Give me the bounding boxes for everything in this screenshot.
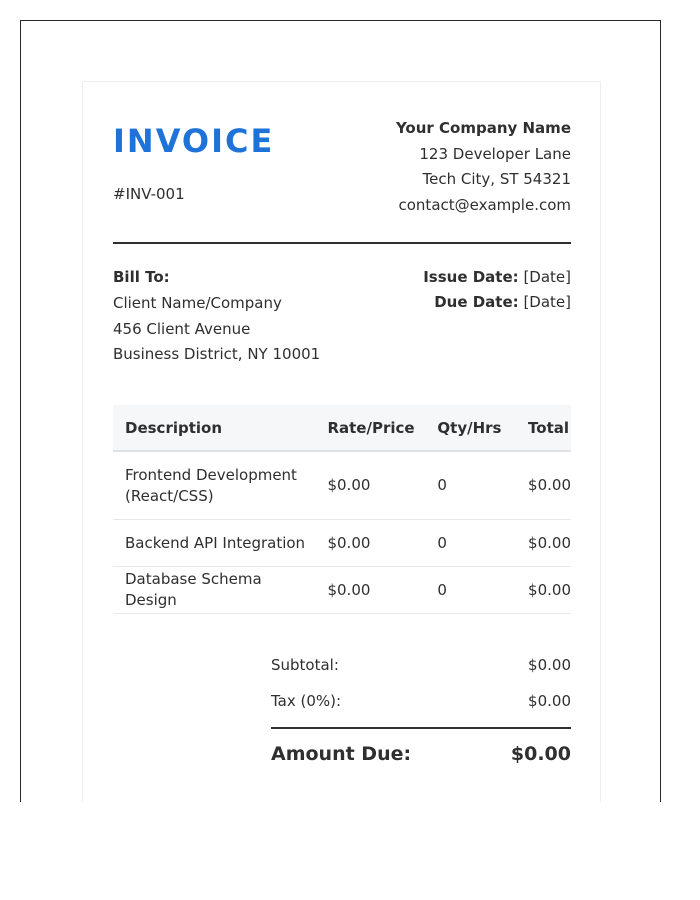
row-total: $0.00 bbox=[516, 451, 571, 520]
amount-due-row bbox=[271, 729, 571, 779]
client-address-line1: 456 Client Avenue bbox=[113, 319, 251, 338]
invoice-card bbox=[82, 81, 601, 802]
header-qty: Qty/Hrs bbox=[425, 405, 516, 451]
totals-block bbox=[271, 647, 571, 779]
row-rate: $0.00 bbox=[317, 520, 425, 567]
amount-due-label: Amount Due: bbox=[271, 743, 412, 765]
client-name: Client Name/Company bbox=[113, 293, 282, 312]
row-total: $0.00 bbox=[516, 567, 571, 614]
tax-row bbox=[271, 683, 571, 719]
row-total: $0.00 bbox=[516, 520, 571, 567]
row-description: Database Schema Design bbox=[113, 567, 317, 614]
header-total: Total bbox=[516, 405, 571, 451]
tax-label: Tax (0%): bbox=[271, 692, 342, 710]
subtotal-row bbox=[271, 647, 571, 683]
row-qty: 0 bbox=[425, 451, 516, 520]
page-frame bbox=[20, 20, 661, 802]
tax-value: $0.00 bbox=[528, 692, 571, 710]
company-name: Your Company Name bbox=[395, 119, 571, 137]
table-row bbox=[113, 520, 571, 567]
company-email: contact@example.com bbox=[398, 195, 571, 214]
row-rate: $0.00 bbox=[317, 567, 425, 614]
company-info bbox=[396, 116, 571, 218]
row-description: Frontend Development (React/CSS) bbox=[113, 451, 317, 520]
subtotal-value: $0.00 bbox=[528, 656, 571, 674]
invoice-number: #INV-001 bbox=[113, 185, 185, 203]
invoice-title: INVOICE bbox=[113, 122, 275, 160]
company-address-line1: 123 Developer Lane bbox=[419, 144, 571, 163]
row-rate: $0.00 bbox=[317, 451, 425, 520]
bill-to-label: Bill To: bbox=[113, 268, 170, 286]
issue-date-label: Issue Date: bbox=[423, 268, 519, 286]
header-rate: Rate/Price bbox=[317, 405, 425, 451]
issue-date-value: [Date] bbox=[523, 268, 571, 286]
due-date-value: [Date] bbox=[523, 293, 571, 311]
table-header-row bbox=[113, 405, 571, 451]
table-row bbox=[113, 451, 571, 520]
due-date-row bbox=[423, 290, 571, 315]
header-description: Description bbox=[113, 405, 317, 451]
row-qty: 0 bbox=[425, 520, 516, 567]
table-row bbox=[113, 567, 571, 614]
bill-to-block bbox=[113, 265, 320, 368]
issue-date-row bbox=[423, 265, 571, 290]
company-address-line2: Tech City, ST 54321 bbox=[422, 170, 571, 188]
client-address-line2: Business District, NY 10001 bbox=[113, 345, 321, 364]
due-date-label: Due Date: bbox=[434, 293, 519, 311]
amount-due-value: $0.00 bbox=[510, 743, 571, 765]
subtotal-label: Subtotal: bbox=[271, 656, 339, 674]
line-items-table bbox=[113, 405, 571, 614]
header-divider bbox=[113, 242, 571, 244]
dates-block bbox=[423, 265, 571, 315]
row-description: Backend API Integration bbox=[113, 520, 317, 567]
row-qty: 0 bbox=[425, 567, 516, 614]
